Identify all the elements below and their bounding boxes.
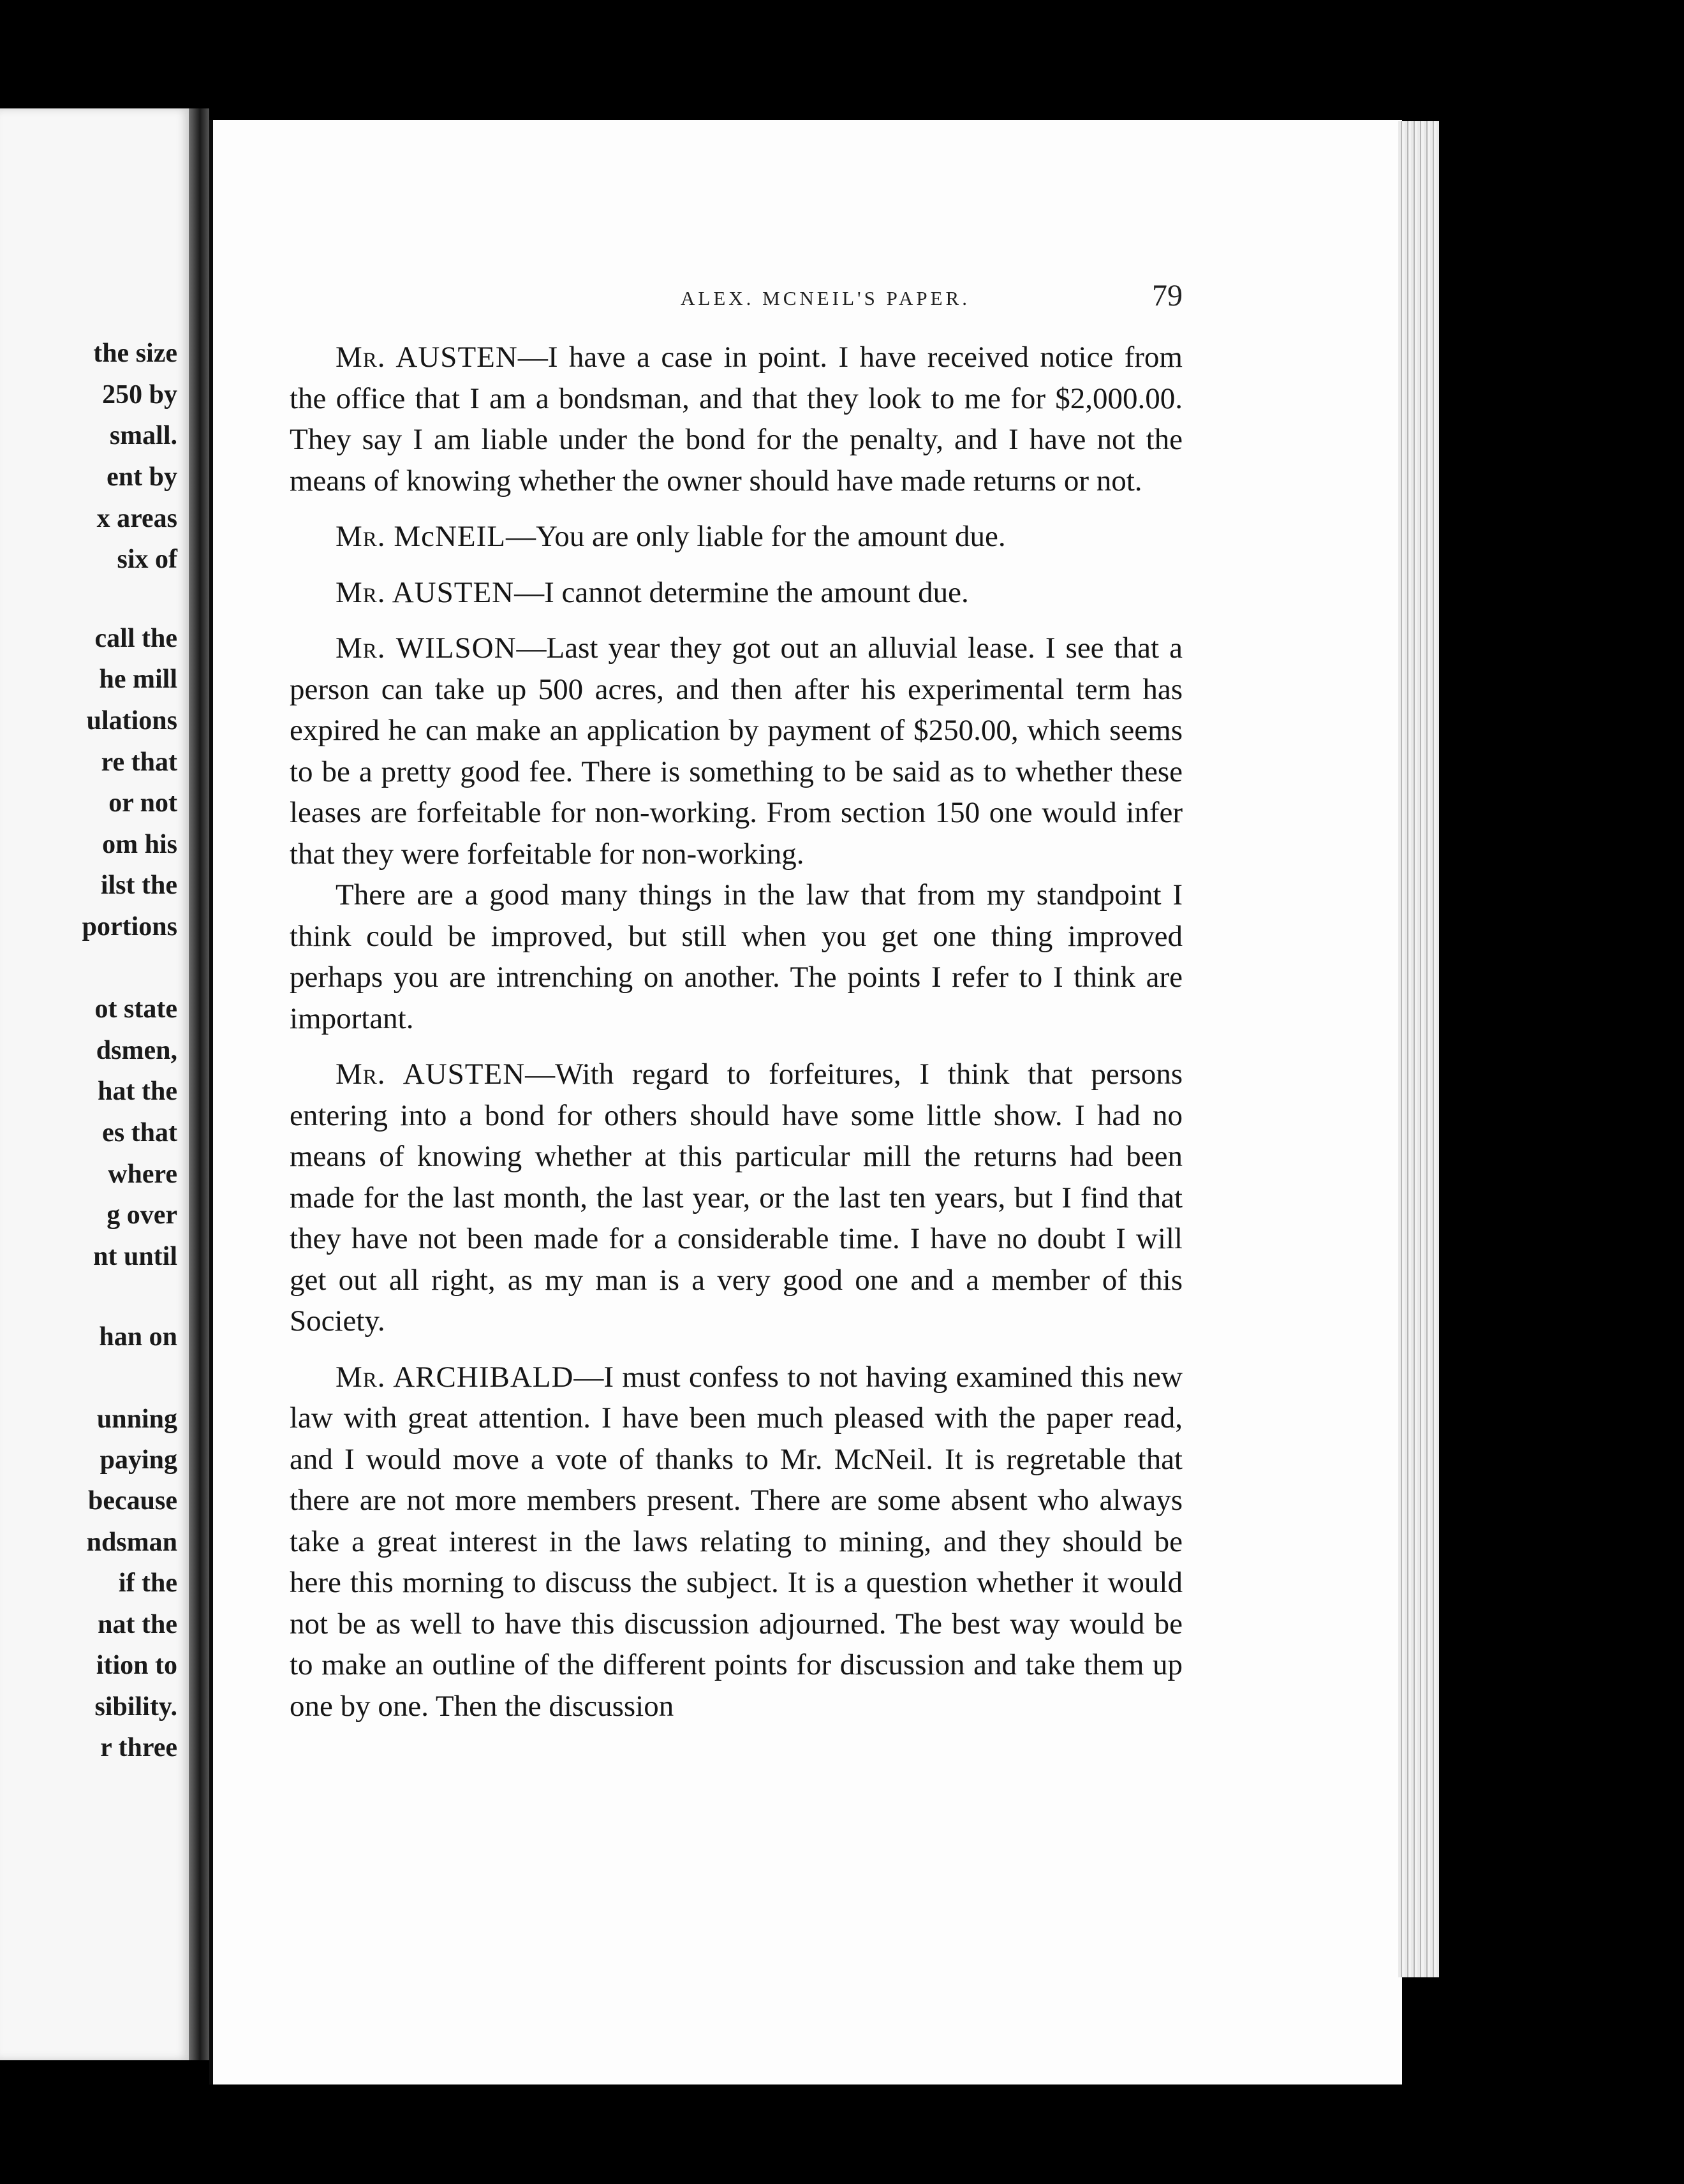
speaker-label: [336, 520, 506, 553]
speaker-name: AUSTEN: [395, 341, 518, 374]
left-line: r three: [100, 1733, 177, 1762]
left-line: re that: [101, 748, 177, 777]
left-line: han on: [99, 1322, 177, 1352]
paragraph: [290, 874, 1183, 1039]
book-gutter: [189, 108, 209, 2060]
paragraph-text: There are a good many things in the law that from my standpoint I think could be improved, but still when you get one thing improved perhaps you are intrenching on another. The points I refer to I think are important.: [290, 878, 1183, 1035]
left-line: ition to: [96, 1651, 177, 1680]
left-line: unning: [96, 1405, 177, 1434]
paragraph-text: —With regard to forfeitures, I think that persons entering into a bond for others should have some little show. I had no means of knowing whether at this particular mill the returns had been made for the last month, the last year, or the last ten years, but I find that they have not been made for a considerable time. I have no doubt I will get out all right, as my man is a very good one and a member of this Society.: [290, 1058, 1183, 1338]
left-facing-page: [0, 108, 191, 2060]
speaker-label: [336, 576, 514, 609]
left-line: ulations: [86, 706, 177, 735]
speaker-name: AUSTEN: [392, 575, 515, 609]
left-page-text: [0, 108, 191, 2060]
left-line: the size: [93, 339, 177, 368]
speaker-name: AUSTEN: [403, 1058, 526, 1091]
paragraph: [290, 628, 1183, 874]
paragraph: [290, 1054, 1183, 1342]
left-line: he mill: [99, 665, 177, 694]
left-line: hat the: [98, 1077, 177, 1106]
left-line: or not: [108, 788, 177, 818]
page-edges: [1398, 121, 1439, 1977]
speaker-label: [336, 1058, 525, 1091]
left-line: es that: [102, 1118, 177, 1147]
paragraph: [290, 1357, 1183, 1727]
body-text: [290, 337, 1183, 1741]
left-line: portions: [82, 912, 177, 941]
left-line: ndsman: [86, 1528, 177, 1557]
paragraph-text: —You are only liable for the amount due.: [505, 520, 1006, 553]
left-line: nt until: [93, 1242, 177, 1271]
paragraph-text: —I cannot determine the amount due.: [514, 575, 969, 609]
paragraph-text: —I must confess to not having examined this new law with great attention. I have been much pleased with the paper read, and I would move a vote of thanks to Mr. McNeil. It is regretable that there are not more members present. There are some absent who always take a great interest in the laws relating to mining, and they should be here this morning to discuss the subject. It is a question whether it would not be as well to have this discussion adjourned. The best way would be to make an outline of the different points for discussion and take them up one by one. Then the discussion: [290, 1360, 1183, 1723]
left-line: g over: [107, 1200, 177, 1230]
speaker-label: [336, 1361, 573, 1394]
left-line: nat the: [98, 1610, 177, 1639]
speaker-label: [336, 341, 518, 374]
speaker-title: Mr.: [336, 1360, 386, 1394]
speaker-title: Mr.: [336, 1058, 386, 1091]
left-line: dsmen,: [96, 1036, 177, 1065]
left-line: 250 by: [102, 380, 177, 410]
left-line: because: [88, 1486, 177, 1516]
speaker-name: McNEIL: [394, 520, 506, 553]
paragraph: [290, 572, 1183, 614]
paragraph-text: —Last year they got out an alluvial lease. I see that a person can take up 500 acres, and then after his experimental term has expired he can make an application by payment of $250.00, which seems to be a pretty good fee. There is something to be said as to whether these leases are forfeitable for non-working. From section 150 one would infer that they were forfeitable for non-working.: [290, 631, 1183, 871]
left-line: where: [108, 1160, 177, 1189]
left-line: six of: [117, 545, 177, 574]
left-line: small.: [109, 421, 177, 450]
speaker-title: Mr.: [336, 575, 386, 609]
running-head: ALEX. MCNEIL'S PAPER.: [681, 287, 970, 309]
left-line: if the: [118, 1568, 177, 1598]
left-line: call the: [94, 624, 177, 653]
speaker-title: Mr.: [336, 631, 386, 665]
left-line: ot state: [94, 994, 177, 1024]
paragraph-text: —I have a case in point. I have received notice from the office that I am a bondsman, and that they look to me for $2,000.00. They say I am liable under the bond for the penalty, and I have not the means of knowing whether the owner should have made returns or not.: [290, 341, 1183, 498]
left-line: x areas: [96, 504, 177, 533]
page-number: 79: [1152, 279, 1183, 313]
speaker-label: [336, 631, 517, 665]
left-line: sibility.: [94, 1692, 177, 1722]
left-line: paying: [100, 1445, 177, 1475]
paragraph: [290, 337, 1183, 501]
speaker-name: ARCHIBALD: [393, 1360, 574, 1394]
paragraph: [290, 516, 1183, 557]
speaker-name: WILSON: [395, 631, 517, 665]
speaker-title: Mr.: [336, 341, 386, 374]
speaker-title: Mr.: [336, 520, 386, 553]
left-line: ent by: [107, 462, 177, 492]
left-line: om his: [102, 830, 177, 859]
right-page: [209, 120, 1402, 2084]
left-line: ilst the: [100, 871, 177, 900]
